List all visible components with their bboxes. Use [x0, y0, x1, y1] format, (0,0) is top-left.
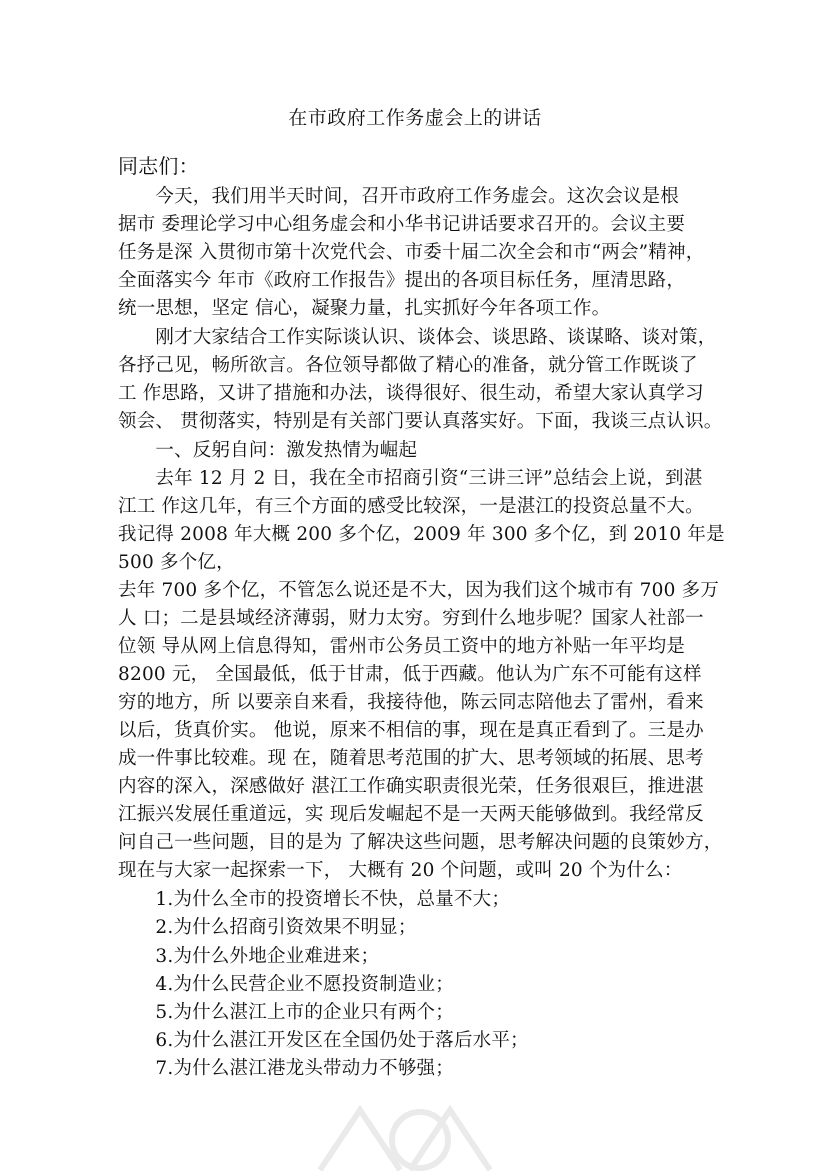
text-line: 任务是深 入贯彻市第十次党代会、市委十届二次全会和市“两会”精神，	[118, 242, 705, 263]
text-line: 刚才大家结合工作实际谈认识、谈体会、谈思路、谈谋略、谈对策，	[118, 327, 717, 348]
text-line: 今天，我们用半天时间，召开市政府工作务虚会。这次会议是根	[118, 186, 680, 207]
text-line: 人 口；二是县域经济薄弱，财力太穷。穷到什么地步呢？国家人社部一	[118, 608, 704, 629]
list-item: 3.为什么外地企业难进来；	[118, 946, 380, 967]
text-line: 现在与大家一起探索一下， 大概有 20 个问题，或叫 20 个为什么：	[118, 860, 683, 881]
list-item: 4.为什么民营企业不愿投资制造业；	[118, 974, 454, 995]
text-line: 江振兴发展任重道远，实 现后发崛起不是一天两天能够做到。我经常反	[118, 804, 704, 825]
list-item: 7.为什么湛江港龙头带动力不够强；	[118, 1058, 454, 1079]
text-line: 以后，货真价实。 他说，原来不相信的事，现在是真正看到了。三是办	[118, 720, 704, 741]
text-line: 500 多个亿，	[118, 552, 235, 573]
text-line: 成一件事比较难。现 在，随着思考范围的扩大、思考领域的拓展、思考	[118, 748, 704, 769]
text-line: 据市 委理论学习中心组务虚会和小华书记讲话要求召开的。会议主要	[118, 214, 686, 235]
list-item: 6.为什么湛江开发区在全国仍处于落后水平；	[118, 1030, 529, 1051]
document-title: 在市政府工作务虚会上的讲话	[288, 107, 542, 129]
text-line: 各抒己见，畅所欲言。各位领导都做了精心的准备，就分管工作既谈了	[118, 355, 698, 376]
text-line: 全面落实今 年市《政府工作报告》提出的各项目标任务，厘清思路，	[118, 270, 686, 291]
text-line: 穷的地方，所 以要亲自来看，我接待他，陈云同志陪他去了雷州，看来	[118, 692, 704, 713]
list-item: 5.为什么湛江上市的企业只有两个；	[118, 1002, 454, 1023]
text-line: 内容的深入，深感做好 湛江工作确实职责很光荣，任务很艰巨，推进湛	[118, 776, 704, 797]
section-heading: 一、反躬自问：激发热情为崛起	[118, 440, 418, 461]
text-line: 统一思想，坚定 信心，凝聚力量，扎实抓好今年各项工作。	[118, 298, 611, 319]
text-line: 位领 导从网上信息得知，雷州市公务员工资中的地方补贴一年平均是	[118, 636, 686, 657]
list-item: 2.为什么招商引资效果不明显；	[118, 917, 417, 938]
text-line: 去年 700 多个亿，不管怎么说还是不大，因为我们这个城市有 700 多万	[118, 580, 720, 601]
text-line: 工 作思路，又讲了措施和办法，谈得很好、很生动，希望大家认真学习	[118, 383, 704, 404]
list-item: 1.为什么全市的投资增长不快，总量不大；	[118, 889, 511, 910]
watermark-graphic	[300, 1090, 530, 1174]
text-line: 江工 作这几年，有三个方面的感受比较深，一是湛江的投资总量不大。	[118, 496, 704, 517]
salutation: 同志们：	[118, 154, 199, 178]
text-line: 我记得 2008 年大概 200 多个亿，2009 年 300 多个亿，到 2010 年是	[118, 524, 725, 545]
text-line: 去年 12 月 2 日，我在全市招商引资“三讲三评”总结会上说，到湛	[118, 468, 703, 489]
text-line: 8200 元， 全国最低，低于甘肃，低于西藏。他认为广东不可能有这样	[118, 664, 702, 685]
text-line: 问自己一些问题，目的是为 了解决这些问题，思考解决问题的良策妙方，	[118, 832, 723, 853]
text-line: 领会、 贯彻落实，特别是有关部门要认真落实好。下面，我谈三点认识。	[118, 411, 723, 432]
